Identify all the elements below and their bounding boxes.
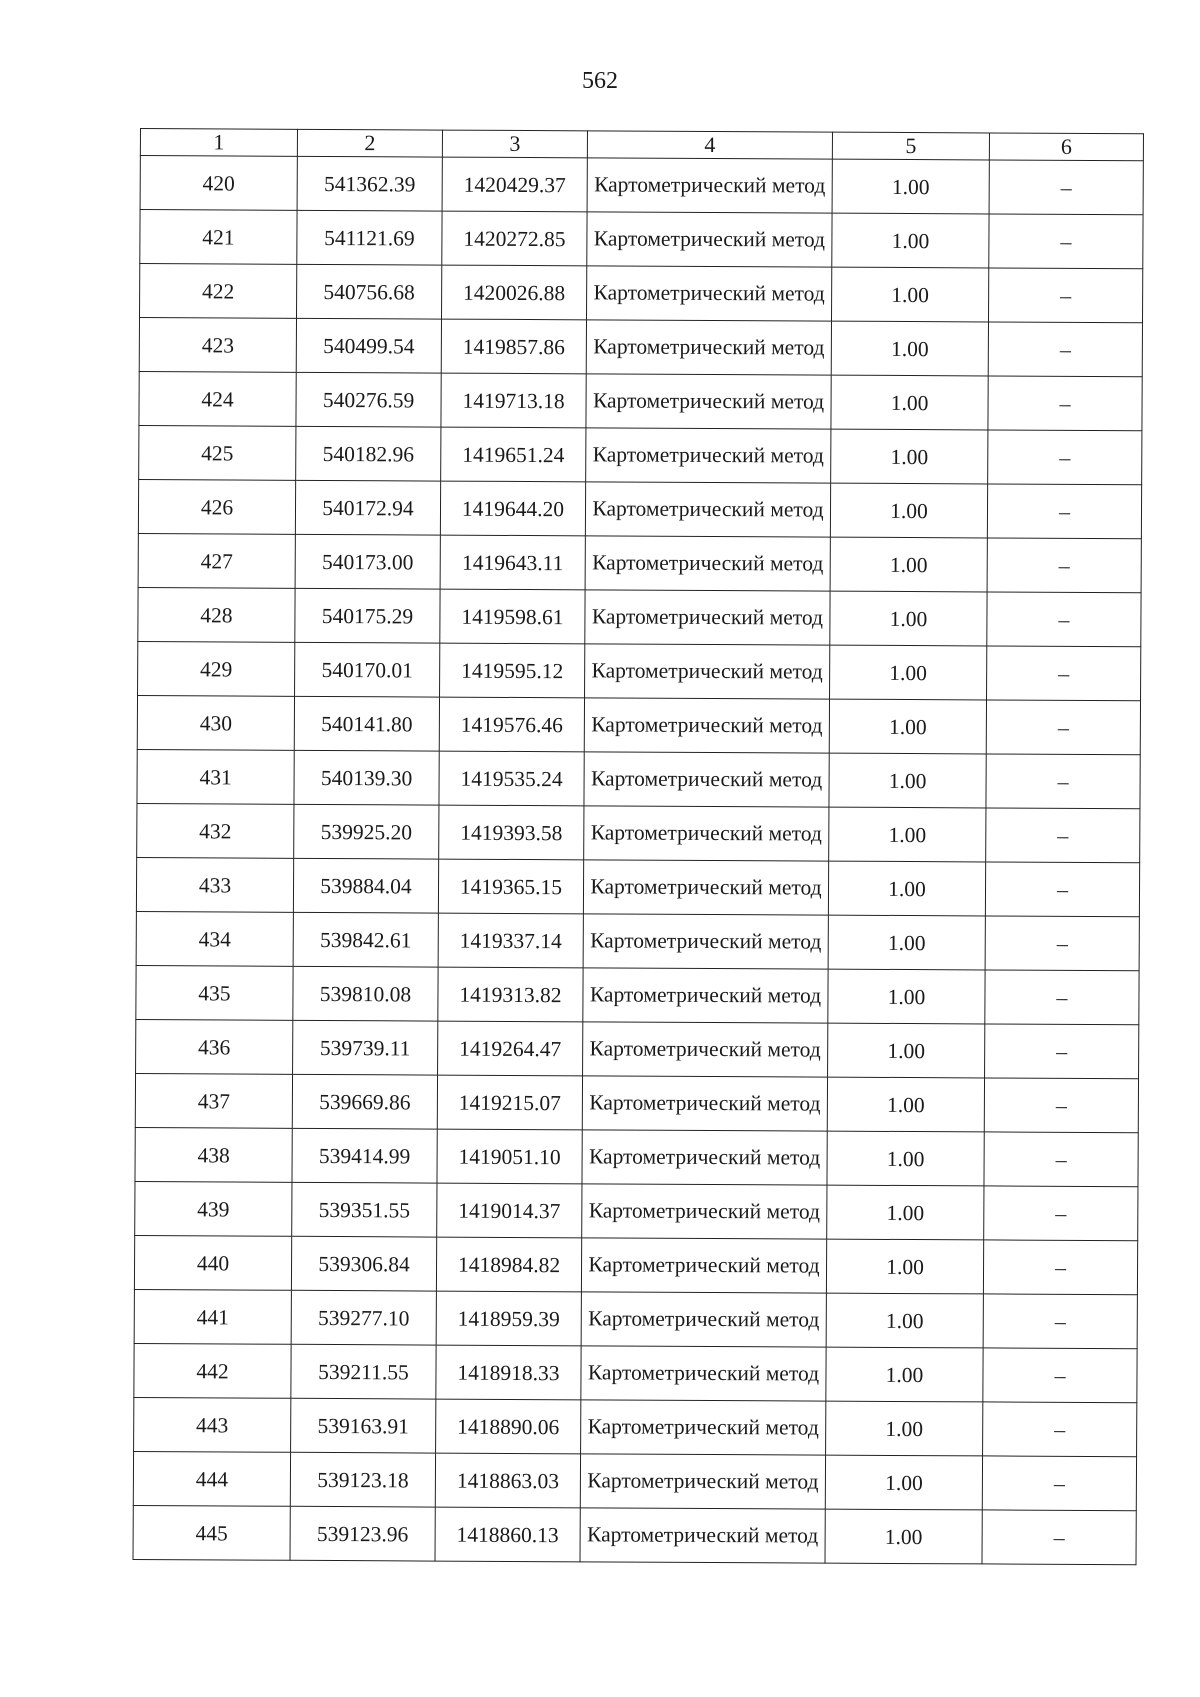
method-cell: Картометрический метод bbox=[582, 1130, 827, 1185]
x-coordinate-cell: 539925.20 bbox=[294, 804, 439, 859]
accuracy-cell: 1.00 bbox=[826, 1347, 983, 1402]
method-cell: Картометрический метод bbox=[585, 536, 830, 591]
y-coordinate-cell: 1419313.82 bbox=[438, 967, 583, 1022]
x-coordinate-cell: 539123.96 bbox=[290, 1506, 435, 1561]
method-cell: Картометрический метод bbox=[581, 1346, 826, 1401]
method-cell: Картометрический метод bbox=[586, 428, 831, 483]
method-cell: Картометрический метод bbox=[583, 860, 828, 915]
x-coordinate-cell: 540139.30 bbox=[294, 750, 439, 805]
table-row bbox=[137, 803, 1140, 862]
method-cell: Картометрический метод bbox=[581, 1292, 826, 1347]
note-cell: – bbox=[989, 214, 1143, 269]
y-coordinate-cell: 1418860.13 bbox=[435, 1507, 580, 1562]
table-row bbox=[140, 264, 1143, 323]
point-number-cell: 430 bbox=[137, 695, 294, 750]
method-cell: Картометрический метод bbox=[581, 1238, 826, 1293]
method-cell: Картометрический метод bbox=[586, 320, 831, 375]
table-row bbox=[138, 587, 1141, 646]
point-number-cell: 437 bbox=[135, 1073, 292, 1128]
column-header-4: 4 bbox=[587, 131, 832, 159]
method-cell: Картометрический метод bbox=[582, 1184, 827, 1239]
note-cell: – bbox=[989, 160, 1143, 215]
accuracy-cell: 1.00 bbox=[827, 1131, 984, 1186]
point-number-cell: 434 bbox=[136, 911, 293, 966]
y-coordinate-cell: 1419576.46 bbox=[439, 697, 584, 752]
table-row bbox=[139, 371, 1142, 430]
x-coordinate-cell: 540276.59 bbox=[296, 372, 441, 427]
point-number-cell: 438 bbox=[135, 1127, 292, 1182]
column-header-6: 6 bbox=[989, 133, 1143, 161]
x-coordinate-cell: 541362.39 bbox=[297, 156, 442, 211]
coordinates-table bbox=[133, 128, 1144, 1565]
table-row bbox=[137, 695, 1140, 754]
method-cell: Картометрический метод bbox=[586, 374, 831, 429]
note-cell: – bbox=[984, 1078, 1138, 1133]
y-coordinate-cell: 1419365.15 bbox=[438, 859, 583, 914]
accuracy-cell: 1.00 bbox=[831, 375, 988, 430]
method-cell: Картометрический метод bbox=[582, 1076, 827, 1131]
x-coordinate-cell: 539739.11 bbox=[293, 1020, 438, 1075]
y-coordinate-cell: 1419857.86 bbox=[441, 319, 586, 374]
column-header-2: 2 bbox=[297, 129, 442, 157]
table-row bbox=[134, 1397, 1137, 1456]
accuracy-cell: 1.00 bbox=[826, 1239, 983, 1294]
table-row bbox=[140, 156, 1143, 215]
note-cell: – bbox=[987, 538, 1141, 593]
point-number-cell: 445 bbox=[133, 1505, 290, 1560]
note-cell: – bbox=[987, 592, 1141, 647]
table-row bbox=[134, 1343, 1137, 1402]
note-cell: – bbox=[987, 484, 1141, 539]
accuracy-cell: 1.00 bbox=[832, 213, 989, 268]
accuracy-cell: 1.00 bbox=[828, 1023, 985, 1078]
note-cell: – bbox=[988, 430, 1142, 485]
point-number-cell: 426 bbox=[138, 479, 295, 534]
accuracy-cell: 1.00 bbox=[830, 537, 987, 592]
y-coordinate-cell: 1418959.39 bbox=[436, 1291, 581, 1346]
note-cell: – bbox=[984, 1132, 1138, 1187]
accuracy-cell: 1.00 bbox=[829, 807, 986, 862]
table-row bbox=[136, 911, 1139, 970]
method-cell: Картометрический метод bbox=[587, 266, 832, 321]
table-row bbox=[138, 479, 1141, 538]
accuracy-cell: 1.00 bbox=[831, 429, 988, 484]
y-coordinate-cell: 1419713.18 bbox=[441, 373, 586, 428]
note-cell: – bbox=[986, 808, 1140, 863]
table-row bbox=[136, 965, 1139, 1024]
x-coordinate-cell: 539277.10 bbox=[291, 1290, 436, 1345]
point-number-cell: 424 bbox=[139, 371, 296, 426]
method-cell: Картометрический метод bbox=[587, 212, 832, 267]
accuracy-cell: 1.00 bbox=[830, 645, 987, 700]
note-cell: – bbox=[985, 970, 1139, 1025]
point-number-cell: 431 bbox=[137, 749, 294, 804]
accuracy-cell: 1.00 bbox=[825, 1455, 982, 1510]
x-coordinate-cell: 540170.01 bbox=[295, 642, 440, 697]
point-number-cell: 429 bbox=[138, 641, 295, 696]
method-cell: Картометрический метод bbox=[585, 482, 830, 537]
point-number-cell: 441 bbox=[134, 1289, 291, 1344]
y-coordinate-cell: 1420272.85 bbox=[442, 211, 587, 266]
y-coordinate-cell: 1419337.14 bbox=[438, 913, 583, 968]
x-coordinate-cell: 540141.80 bbox=[294, 696, 439, 751]
table-row bbox=[134, 1289, 1137, 1348]
note-cell: – bbox=[988, 322, 1142, 377]
y-coordinate-cell: 1419644.20 bbox=[440, 481, 585, 536]
point-number-cell: 439 bbox=[135, 1181, 292, 1236]
note-cell: – bbox=[983, 1402, 1137, 1457]
point-number-cell: 425 bbox=[139, 425, 296, 480]
method-cell: Картометрический метод bbox=[583, 968, 828, 1023]
method-cell: Картометрический метод bbox=[581, 1400, 826, 1455]
accuracy-cell: 1.00 bbox=[827, 1077, 984, 1132]
y-coordinate-cell: 1419014.37 bbox=[437, 1183, 582, 1238]
coordinates-table-wrapper bbox=[133, 128, 1143, 1565]
method-cell: Картометрический метод bbox=[585, 590, 830, 645]
accuracy-cell: 1.00 bbox=[831, 321, 988, 376]
point-number-cell: 435 bbox=[136, 965, 293, 1020]
table-row bbox=[137, 749, 1140, 808]
y-coordinate-cell: 1419393.58 bbox=[439, 805, 584, 860]
accuracy-cell: 1.00 bbox=[828, 969, 985, 1024]
point-number-cell: 427 bbox=[138, 533, 295, 588]
accuracy-cell: 1.00 bbox=[829, 753, 986, 808]
point-number-cell: 444 bbox=[133, 1451, 290, 1506]
table-row bbox=[136, 857, 1139, 916]
note-cell: – bbox=[987, 646, 1141, 701]
y-coordinate-cell: 1419264.47 bbox=[438, 1021, 583, 1076]
point-number-cell: 432 bbox=[137, 803, 294, 858]
x-coordinate-cell: 539669.86 bbox=[292, 1074, 437, 1129]
point-number-cell: 420 bbox=[140, 156, 297, 211]
method-cell: Картометрический метод bbox=[585, 644, 830, 699]
accuracy-cell: 1.00 bbox=[828, 915, 985, 970]
point-number-cell: 433 bbox=[136, 857, 293, 912]
point-number-cell: 442 bbox=[134, 1343, 291, 1398]
method-cell: Картометрический метод bbox=[580, 1454, 825, 1509]
x-coordinate-cell: 540499.54 bbox=[296, 318, 441, 373]
accuracy-cell: 1.00 bbox=[830, 591, 987, 646]
method-cell: Картометрический метод bbox=[584, 698, 829, 753]
table-row bbox=[139, 318, 1142, 377]
column-header-5: 5 bbox=[832, 132, 989, 160]
x-coordinate-cell: 540173.00 bbox=[295, 534, 440, 589]
method-cell: Картометрический метод bbox=[583, 914, 828, 969]
table-row bbox=[140, 210, 1143, 269]
note-cell: – bbox=[984, 1186, 1138, 1241]
note-cell: – bbox=[988, 376, 1142, 431]
x-coordinate-cell: 541121.69 bbox=[297, 210, 442, 265]
y-coordinate-cell: 1418890.06 bbox=[436, 1399, 581, 1454]
x-coordinate-cell: 539810.08 bbox=[293, 966, 438, 1021]
point-number-cell: 421 bbox=[140, 210, 297, 265]
x-coordinate-cell: 539123.18 bbox=[290, 1452, 435, 1507]
y-coordinate-cell: 1419651.24 bbox=[441, 427, 586, 482]
x-coordinate-cell: 539211.55 bbox=[291, 1344, 436, 1399]
accuracy-cell: 1.00 bbox=[831, 267, 988, 322]
note-cell: – bbox=[985, 1024, 1139, 1079]
method-cell: Картометрический метод bbox=[587, 158, 832, 213]
accuracy-cell: 1.00 bbox=[832, 159, 989, 214]
y-coordinate-cell: 1420429.37 bbox=[442, 157, 587, 212]
x-coordinate-cell: 540175.29 bbox=[295, 588, 440, 643]
column-header-3: 3 bbox=[442, 130, 587, 158]
table-row bbox=[135, 1073, 1138, 1132]
x-coordinate-cell: 539842.61 bbox=[293, 912, 438, 967]
note-cell: – bbox=[983, 1348, 1137, 1403]
note-cell: – bbox=[983, 1240, 1137, 1295]
y-coordinate-cell: 1418863.03 bbox=[435, 1453, 580, 1508]
x-coordinate-cell: 539884.04 bbox=[293, 858, 438, 913]
table-row bbox=[134, 1235, 1137, 1294]
x-coordinate-cell: 539414.99 bbox=[292, 1128, 437, 1183]
point-number-cell: 423 bbox=[139, 318, 296, 373]
table-body bbox=[133, 156, 1143, 1565]
x-coordinate-cell: 539351.55 bbox=[292, 1182, 437, 1237]
y-coordinate-cell: 1418984.82 bbox=[436, 1237, 581, 1292]
x-coordinate-cell: 540756.68 bbox=[297, 264, 442, 319]
note-cell: – bbox=[986, 754, 1140, 809]
accuracy-cell: 1.00 bbox=[828, 861, 985, 916]
page-number: 562 bbox=[582, 68, 618, 94]
accuracy-cell: 1.00 bbox=[825, 1509, 982, 1564]
table-row bbox=[139, 425, 1142, 484]
y-coordinate-cell: 1418918.33 bbox=[436, 1345, 581, 1400]
point-number-cell: 440 bbox=[134, 1235, 291, 1290]
accuracy-cell: 1.00 bbox=[827, 1185, 984, 1240]
note-cell: – bbox=[985, 916, 1139, 971]
column-header-1: 1 bbox=[140, 129, 297, 157]
accuracy-cell: 1.00 bbox=[830, 483, 987, 538]
point-number-cell: 422 bbox=[140, 264, 297, 319]
x-coordinate-cell: 539306.84 bbox=[291, 1236, 436, 1291]
y-coordinate-cell: 1419535.24 bbox=[439, 751, 584, 806]
note-cell: – bbox=[982, 1456, 1136, 1511]
table-row bbox=[135, 1127, 1138, 1186]
note-cell: – bbox=[985, 862, 1139, 917]
method-cell: Картометрический метод bbox=[583, 1022, 828, 1077]
table-row bbox=[135, 1181, 1138, 1240]
y-coordinate-cell: 1419051.10 bbox=[437, 1129, 582, 1184]
accuracy-cell: 1.00 bbox=[826, 1293, 983, 1348]
method-cell: Картометрический метод bbox=[580, 1508, 825, 1563]
method-cell: Картометрический метод bbox=[584, 806, 829, 861]
note-cell: – bbox=[982, 1510, 1136, 1565]
table-row bbox=[136, 1019, 1139, 1078]
y-coordinate-cell: 1419598.61 bbox=[440, 589, 585, 644]
note-cell: – bbox=[988, 268, 1142, 323]
table-row bbox=[133, 1505, 1136, 1564]
table-row bbox=[138, 533, 1141, 592]
y-coordinate-cell: 1419643.11 bbox=[440, 535, 585, 590]
method-cell: Картометрический метод bbox=[584, 752, 829, 807]
point-number-cell: 428 bbox=[138, 587, 295, 642]
accuracy-cell: 1.00 bbox=[829, 699, 986, 754]
x-coordinate-cell: 540172.94 bbox=[295, 480, 440, 535]
note-cell: – bbox=[986, 700, 1140, 755]
point-number-cell: 436 bbox=[136, 1019, 293, 1074]
accuracy-cell: 1.00 bbox=[826, 1401, 983, 1456]
x-coordinate-cell: 539163.91 bbox=[291, 1398, 436, 1453]
table-row bbox=[133, 1451, 1136, 1510]
y-coordinate-cell: 1419215.07 bbox=[437, 1075, 582, 1130]
x-coordinate-cell: 540182.96 bbox=[296, 426, 441, 481]
y-coordinate-cell: 1419595.12 bbox=[440, 643, 585, 698]
note-cell: – bbox=[983, 1294, 1137, 1349]
table-row bbox=[138, 641, 1141, 700]
point-number-cell: 443 bbox=[134, 1397, 291, 1452]
y-coordinate-cell: 1420026.88 bbox=[442, 265, 587, 320]
